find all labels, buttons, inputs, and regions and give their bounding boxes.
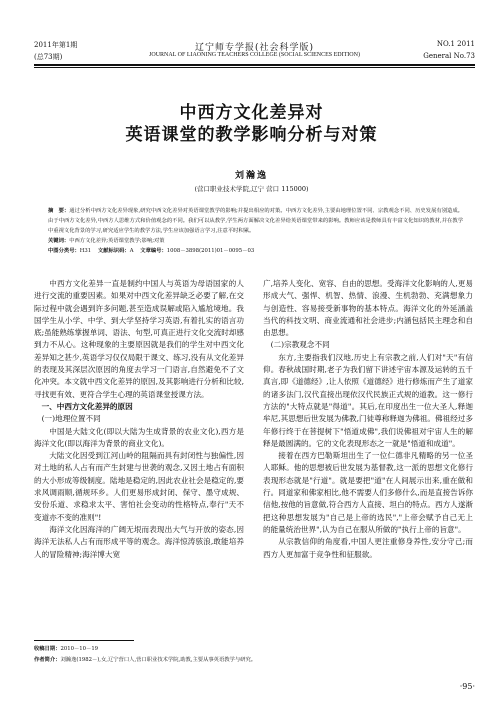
body-paragraph: 东方,主要指我们汉地,历史上有宗教之前,人们对"天"有信仰。春秋战国时期,老子为我们留下讲述宇宙本源及运转的五千真言,即《道德经》,让人依照《道德经》进行修炼而产生了道家的诸多法门,汉代直接出现依汉代民族正式规的道教。这一修行方法的"大特点就是"得道"。其后,在印度出生一位大圣人,释迦牟尼,其思想后世发展为佛教,门徒尊称释迦为佛祖。佛祖经过多年修行终于在菩提树下"悟道成佛",我们说佛祖对宇宙人生的解释是最圆满的。它的文化表现形态之一就是"悟道和成道"。 [263,352,473,448]
footnote [34,644,475,666]
article-id: 1008－3898(2011)01－0095－03 [166,248,255,254]
article-title-line1: 中西方文化差异对 [179,103,324,123]
section-heading: (一)地理位置不同 [41,414,101,424]
author-bio-value: 刘瀚逸(1982－),女,辽宁营口人,营口职业技术学院,助教,主要从事英语教学与研究。 [60,657,257,663]
issue-number: NO.1 2011 [436,40,475,48]
issue-label: 2011年第1期 [34,41,78,49]
abstract-label: 摘 要： [48,208,70,214]
journal-name-en: JOURNAL OF LIAONING TEACHERS COLLEGE (SOCIAL SCIENCES EDITION) [149,52,360,58]
classification-line [48,246,463,256]
body-paragraph: 中西方文化差异一直是制约中国人与英语为母语国家的人进行交流的重要因素。如果对中西文化差异缺乏必要了解,在交际过程中就会遇到许多问题,甚至造成误解或陷入尴尬境地。我国学生从小学、中学、到大学坚持学习英语,有着扎实的语言功底;虽能熟练掌握单词、语法、句型,可真正进行文化交流时却感到力不从心。这种现象的主要原因就是我们的学生对中西文化差异知之甚少,英语学习仅仅局限于课文、练习,没有从文化差异的表现及其深层次原因的角度去学习一门语言,自然避免不了文化冲突。本文就中西文化差异的原因,及其影响进行分析和比较,寻找更有效、更符合学生心理的英语课堂授课方法。 [34,279,244,399]
header-rule-thick [34,64,475,66]
keywords-text: 中西方文化差异;英语课堂教学;影响;对策 [69,238,165,244]
keywords [48,236,463,246]
article-body [34,278,475,636]
class-code: H31 [79,248,92,254]
body-paragraph: 中国是大陆文化(即以大陆为生成背景的农业文化),西方是海洋文化(即以海洋为背景的商业文化)。 [34,426,244,448]
body-paragraph: 从宗教信仰的角度看,中国人更注重修身养性,安分守己;而西方人更加富于竞争性和征服欲。 [263,537,473,559]
section-heading: (二)宗教观念不同 [270,340,330,350]
general-number: General No.73 [423,52,475,60]
total-issue-label: (总73期) [34,53,63,61]
page-number: ·95· [459,682,475,691]
received-value: 2010－10－19 [60,646,99,652]
author-bio [34,655,475,666]
footnote-rule [34,640,134,641]
author-affiliation: (营口职业技术学院,辽宁 营口 115000) [194,185,309,193]
article-id-label: 文章编号： [140,248,167,254]
left-column [34,278,244,636]
section-heading: 一、中西方文化差异的原因 [41,401,133,411]
right-column [263,278,473,636]
body-paragraph: 广,培养人变化、宽容、自由的思想。受海洋文化影响的人,更易形成大气、强悍、机智、热情、浪漫、生机勃勃、充满想象力与创造性、容易接受新事物的基本特点。海洋文化的外延涵盖当代的科技文明、商业流通和社会进步;内涵包括民主理念和自由思想。 [263,279,473,338]
body-paragraph: 大陆文化因受到江河山岭的阻隔而具有封闭性与独偏性,因对土地的私人占有而产生封建与世袭的观念,又因土地占有面积的大小形成等级制度。陆地是稳定的,因此农业社会是稳定的,要求风调雨顺,循规环乡。人们更易形成封闭、保守、墨守成规、安份乐道、求稳求太平、害怕社会变动的性格特点,奉行"天不变道亦不变的准则"! [34,451,244,522]
received-date [34,644,475,655]
article-title-line2: 英语课堂的教学影响分析与对策 [125,125,378,145]
doc-code-label: 文献标识码： [97,248,130,254]
abstract [48,206,463,236]
header-rule-thin [34,67,475,68]
author-name: 刘瀚逸 [234,171,268,181]
received-label: 收稿日期： [34,646,61,652]
abstract-block [48,206,463,256]
keywords-label: 关键词： [48,238,70,244]
doc-code: A [129,248,134,254]
body-paragraph: 接着在西方巴勒斯坦出生了一位仁德非凡精略的另一位圣人耶稣。他的思想被后世发展为基督教,这一派的思想文化修行表现形态就是"行道"。就是要把"道"在人间展示出来,重在做和行。同道家和佛家相比,他不需要人们多修什么,而是直接告诉你信他,按他的旨意做,符合西方人直接、坦白的特点。西方人遂渐把这种思想发展为"自己是上帝的选民","上帝会赋予自己无上的能量统治世界",认为自己在服从所做的"执行上帝的旨意"。 [263,451,473,534]
class-label: 中图分类号： [48,248,80,254]
abstract-text: 通过分析中西方文化差异现象,研究中西文化差异对英语课堂教学的影响;并提出相应的对策。中西方文化差异,主要由地理位置不同、宗教观念不同、历史发展有别造成。由于中西方文化差异,中西方人思维方式和价值观念的不同。我们可以从教学,学生两方面解决文化差异给英语课堂带来的影响。教师应该是教师具有丰富文化知识的教材,并在教学中重视文化背景的学习,研究适应学生的教学方法,学生应该加强语言学习,注意平时积累。 [48,208,463,234]
author-bio-label: 作者简介： [34,657,61,663]
running-header [34,40,475,66]
journal-name-cn: 辽宁师专学报(社会科学版) [194,43,315,53]
body-paragraph: 海洋文化因海洋的广阔无垠而表现出大气与开放的姿态,因海洋无法私人占有而形成平等的观念。海洋惊涛骇浪,敢能培养人的冒险精神;海洋博大宽 [34,524,244,559]
